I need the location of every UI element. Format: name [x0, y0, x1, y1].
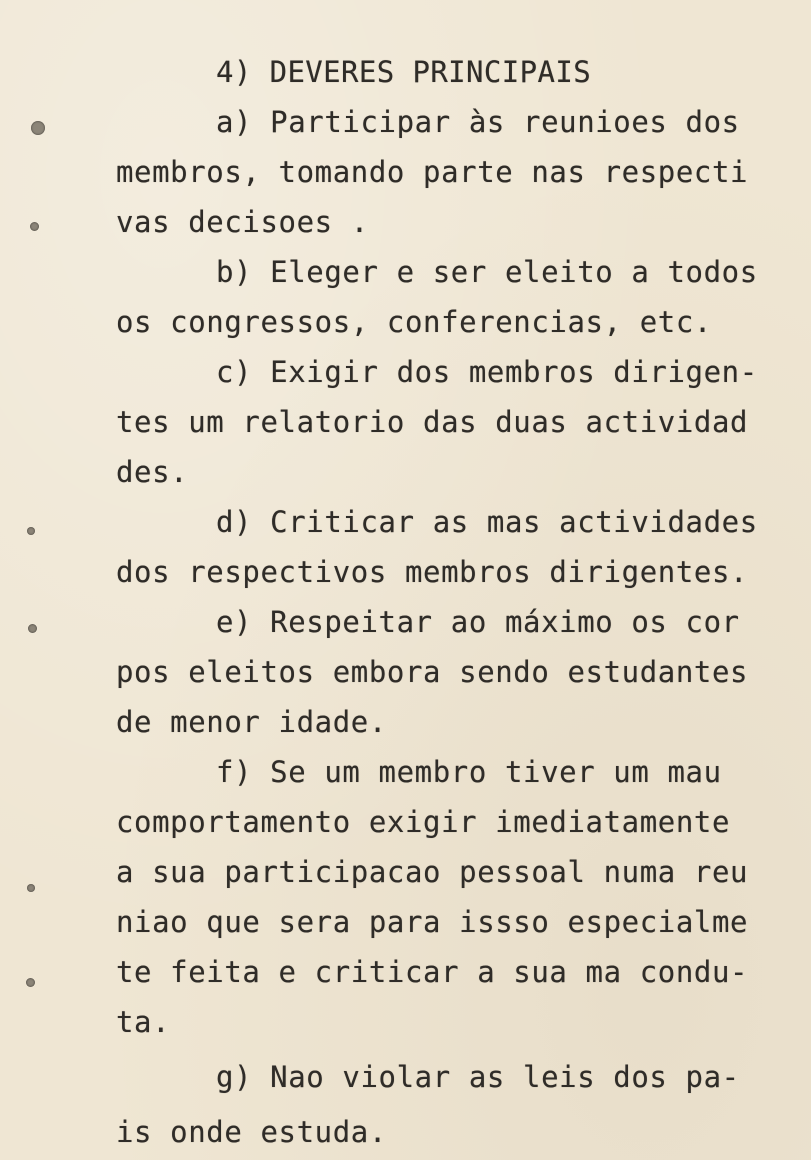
text-line: de menor idade.	[116, 705, 387, 739]
text-line: f) Se um membro tiver um mau	[216, 755, 722, 789]
text-line: b) Eleger e ser eleito a todos	[216, 255, 758, 289]
text-line: dos respectivos membros dirigentes.	[116, 555, 749, 589]
punch-hole-mark	[31, 121, 45, 135]
text-line: is onde estuda.	[116, 1115, 387, 1149]
text-line: a sua participacao pessoal numa reu	[116, 855, 749, 889]
text-line: e) Respeitar ao máximo os cor	[216, 605, 740, 639]
text-line: g) Nao violar as leis dos pa-	[216, 1060, 740, 1094]
text-line: d) Criticar as mas actividades	[216, 505, 758, 539]
text-line: vas decisoes .	[116, 205, 369, 239]
text-line: niao que sera para issso especialme	[116, 905, 749, 939]
text-line: os congressos, conferencias, etc.	[116, 305, 712, 339]
text-line: a) Participar às reunioes dos	[216, 105, 740, 139]
text-line: tes um relatorio das duas actividad	[116, 405, 749, 439]
punch-hole-mark	[27, 527, 35, 535]
punch-hole-mark	[27, 884, 35, 892]
punch-hole-mark	[26, 978, 35, 987]
punch-hole-mark	[30, 222, 39, 231]
text-line: comportamento exigir imediatamente	[116, 805, 731, 839]
text-line: ta.	[116, 1005, 171, 1039]
text-line: te feita e criticar a sua ma condu-	[116, 955, 749, 989]
section-heading: 4) DEVERES PRINCIPAIS	[216, 55, 592, 89]
text-line: des.	[116, 455, 189, 489]
punch-hole-mark	[28, 624, 37, 633]
text-line: c) Exigir dos membros dirigen-	[216, 355, 758, 389]
text-line: pos eleitos embora sendo estudantes	[116, 655, 749, 689]
text-line: membros, tomando parte nas respecti	[116, 155, 749, 189]
